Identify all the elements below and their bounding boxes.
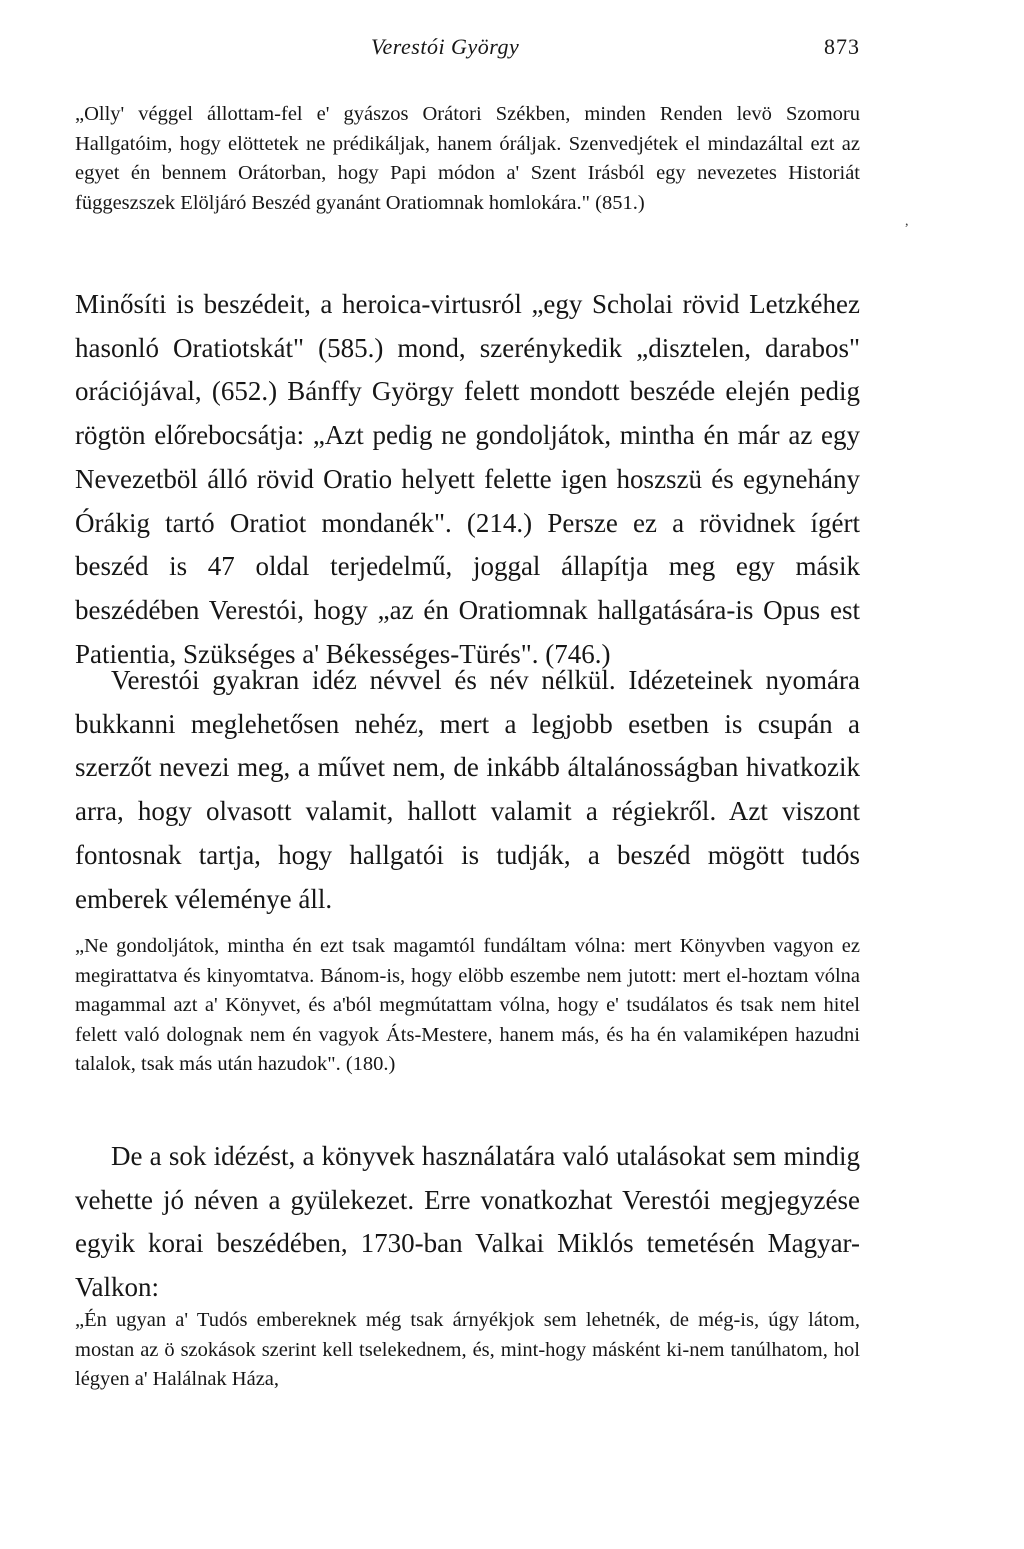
running-head-title: Verestói György — [371, 34, 520, 59]
block-quote: „Ne gondoljátok, mintha én ezt tsak magamtól fundáltam vólna: mert Könyvben vagyon ez megirattatva és kinyomtatva. Bánom-is, hogy elöbb eszembe nem jutott: mert el-hoztam vólna magammal azt a' Könyvet, és a'ból megmútattam vólna, hogy e' tsudálatos és tsak nem hitel felett való dolognak nem én vagyok Áts-Mestere, hanem más, és ha én valamiképen hazudni talalok, tsak más után hazudok". (180.) — [75, 935, 860, 1075]
margin-mark: , — [905, 214, 909, 229]
body-paragraph: De a sok idézést, a könyvek használatára való utalásokat sem mindig vehette jó néven a gyülekezet. Erre vonatkozhat Verestói megjegyzése egyik korai beszédében, 1730-ban Valkai Miklós temetésén Magyar-Valkon: — [75, 1141, 860, 1303]
page-number: 873 — [824, 34, 860, 59]
running-head — [75, 34, 860, 64]
block-quote: „Én ugyan a' Tudós embereknek még tsak árnyékjok sem lehetnék, de még-is, úgy látom, mostan az ö szokások szerint kell tselekednem, és, mint-hogy másként ki-nem tanúlhatom, hol légyen a' Halálnak Háza, — [75, 1309, 860, 1390]
block-quote: „Olly' véggel állottam-fel e' gyászos Orátori Székben, minden Renden levö Szomoru Hallgatóim, hogy elöttetek ne prédikáljak, hanem óráljak. Szenvedjétek el mindazáltal ezt az egyet én bennem Orátorban, hogy Papi módon a' Szent Irásból egy nevezetes Historiát függeszszek Elöljáró Beszéd gyanánt Oratiomnak homlokára." (851.) — [75, 103, 860, 214]
body-paragraph: Verestói gyakran idéz névvel és név nélkül. Idézeteinek nyomára bukkanni meglehetősen nehéz, mert a legjobb esetben is csupán a szerzőt nevezi meg, a művet nem, de inkább általánosságban hivatkozik arra, hogy olvasott valamit, hallott valamit a régiekről. Azt viszont fontosnak tartja, hogy hallgatói is tudják, a beszéd mögött tudós emberek véleménye áll. — [75, 665, 860, 914]
body-paragraph: Minősíti is beszédeit, a heroica-virtusról „egy Scholai rövid Letzkéhez hasonló Oratiotskát" (585.) mond, szerénykedik „disztelen, darabos" orációjával, (652.) Bánffy György felett mondott beszéde elején pedig rögtön előrebocsátja: „Azt pedig ne gondoljátok, mintha én már az egy Nevezetböl álló rövid Oratio helyett felette igen hoszszü és egynehány Órákig tartó Oratiot mondanék". (214.) Persze ez a rövidnek ígért beszéd is 47 oldal terjedelmű, joggal állapítja meg egy másik beszédében Verestói, hogy „az én Oratiomnak hallgatására-is Opus est Patientia, Szükséges a' Békességes-Türés". (746.) — [75, 289, 860, 669]
